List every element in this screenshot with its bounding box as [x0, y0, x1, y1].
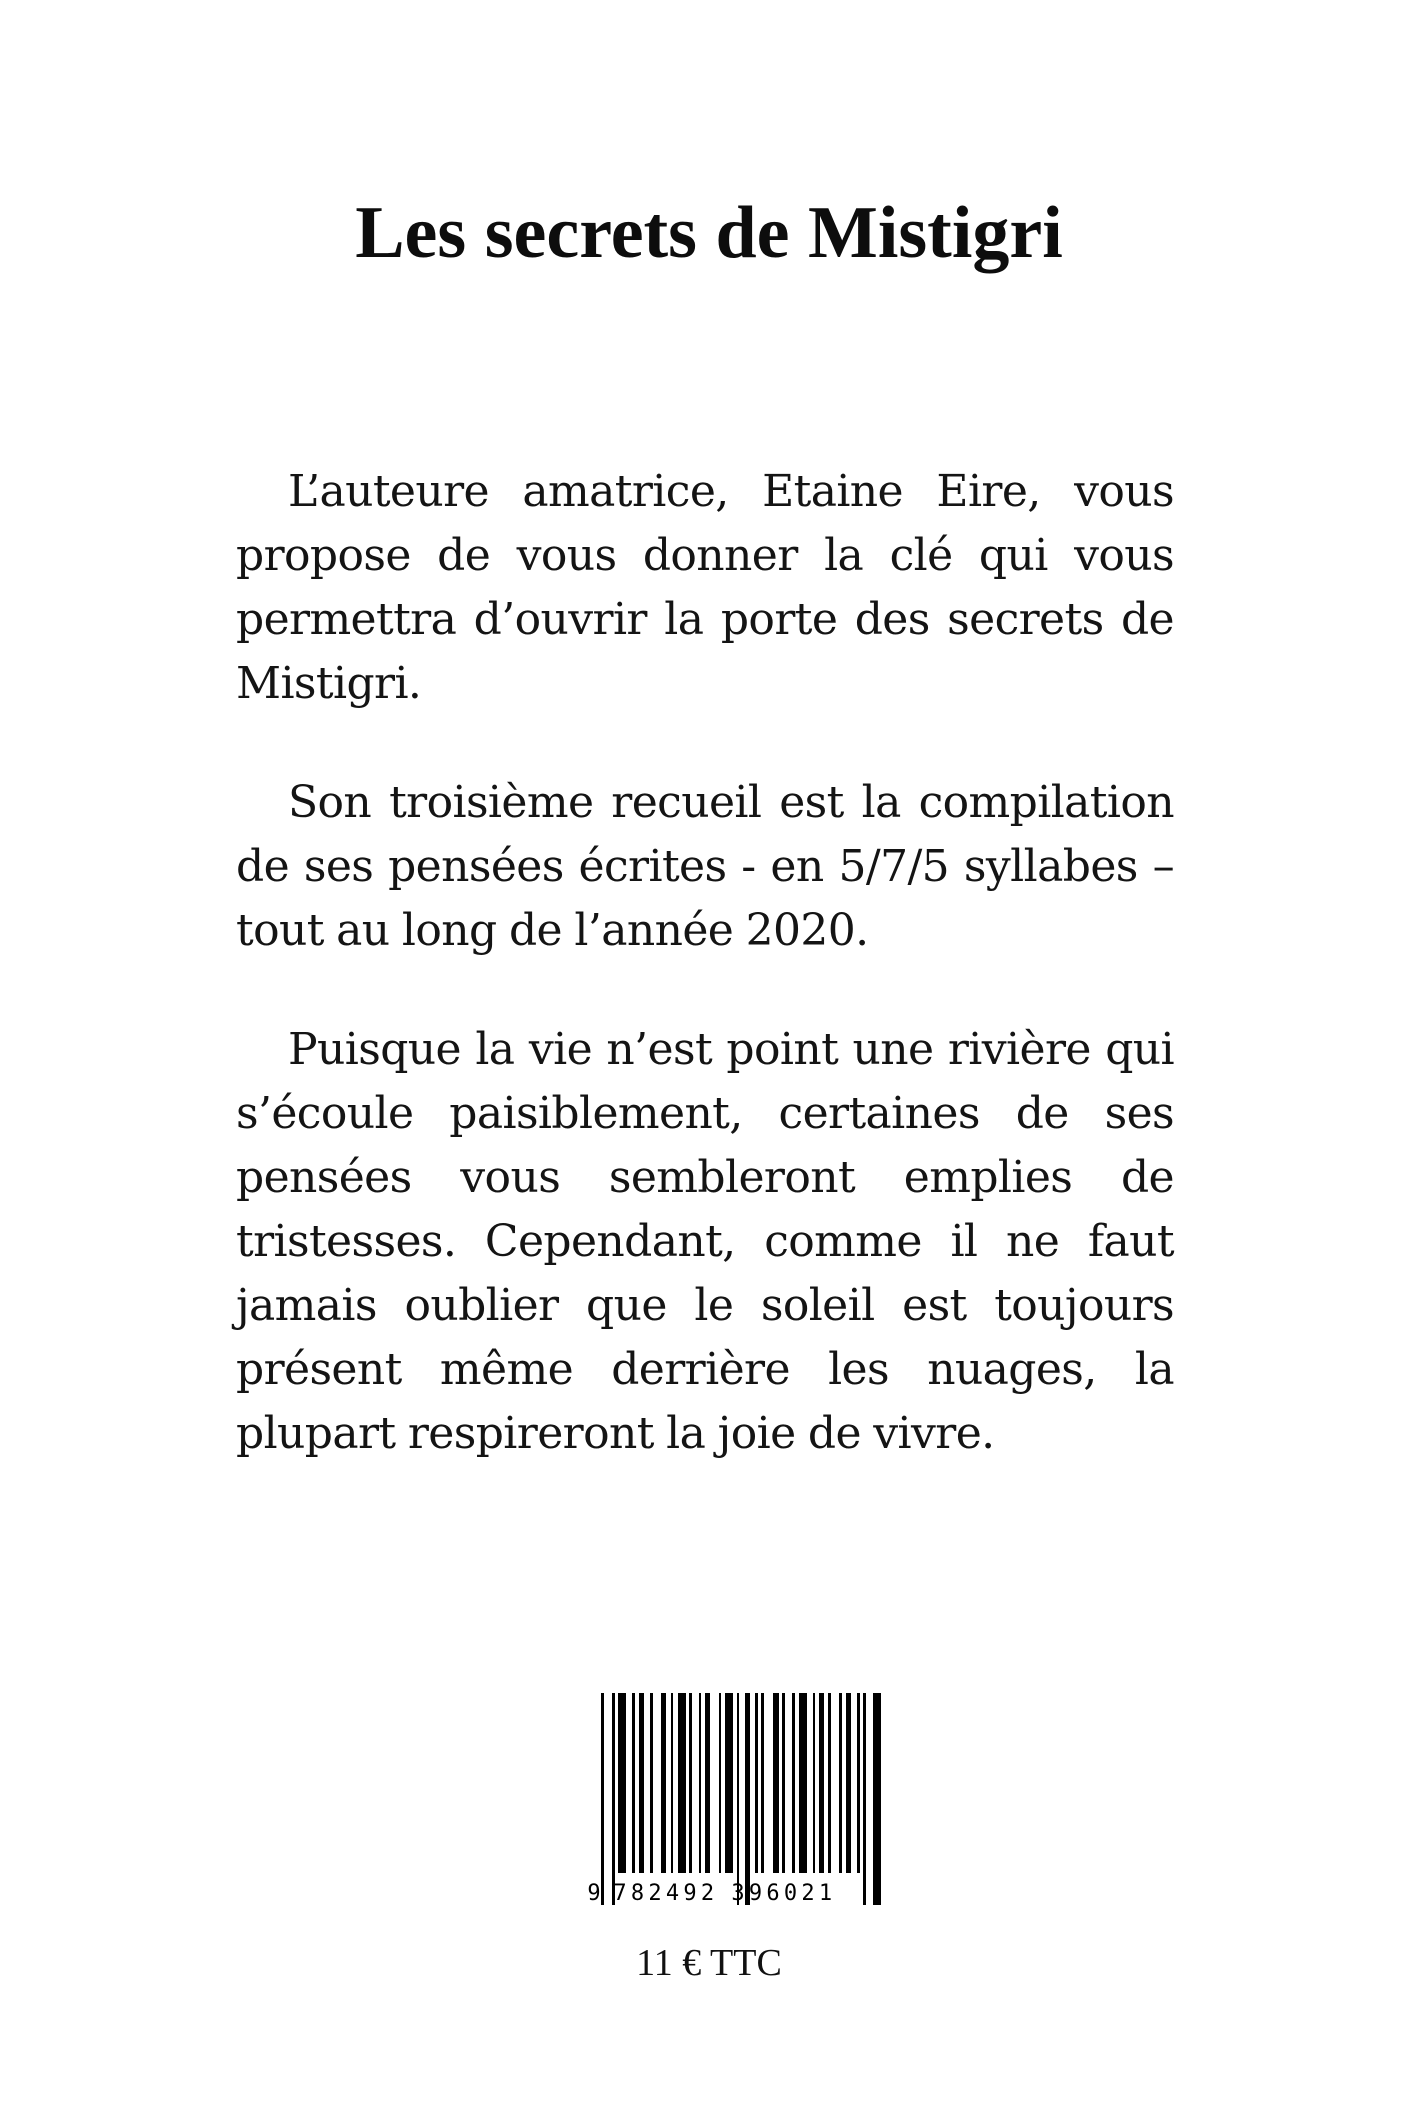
barcode-digit: 1 [818, 1881, 833, 1906]
barcode-bar [813, 1693, 816, 1873]
barcode-digit: 3 [731, 1881, 745, 1906]
barcode-bar [737, 1693, 740, 1905]
barcode-bar [639, 1693, 644, 1873]
barcode-bar [761, 1693, 764, 1873]
barcode-bar [661, 1693, 666, 1873]
barcode-bar [863, 1693, 866, 1905]
barcode-bar [618, 1693, 626, 1873]
barcode-digit: 9 [748, 1881, 763, 1906]
price-label: 11 € TTC [636, 1942, 782, 1984]
barcode-bar [828, 1693, 831, 1873]
barcode-bar [601, 1693, 604, 1905]
back-cover-blurb [236, 460, 1174, 1521]
barcode-bar [705, 1693, 710, 1873]
barcode-bar [745, 1693, 750, 1905]
barcode-bar [650, 1693, 653, 1873]
barcode-bar [819, 1693, 824, 1873]
barcode-bar [689, 1693, 692, 1873]
book-title: Les secrets de Mistigri [355, 192, 1063, 274]
barcode-bar [678, 1693, 686, 1873]
barcode-digit: 2 [648, 1881, 662, 1906]
blurb-paragraph-2: Son troisième recueil est la compilation de ses pensées écrites - en 5/7/5 syllabes – tout au long de l’année 2020. [236, 777, 1174, 956]
barcode-bar [782, 1693, 785, 1873]
barcode-digit: 2 [700, 1881, 715, 1906]
barcode-digit: 0 [783, 1881, 798, 1906]
barcode-bar [839, 1693, 842, 1873]
barcode-bar [755, 1693, 758, 1873]
isbn-barcode [583, 1693, 853, 1913]
barcode-digit: 6 [766, 1881, 780, 1906]
barcode-bar [671, 1693, 674, 1873]
barcode-digit: 7 [613, 1881, 627, 1906]
barcode-bar [799, 1693, 807, 1873]
barcode-bar [699, 1693, 702, 1873]
barcode-digit: 4 [665, 1881, 680, 1906]
blurb-paragraph-3: Puisque la vie n’est point une rivière qui s’écoule paisiblement, certaines de ses pensées vous sembleront emplies de tristesses. Cependant, comme il ne faut jamais oublier que le soleil est toujours présent même derrière les nuages, la plupart respireront la joie de vivre. [236, 1024, 1174, 1459]
barcode-bar [612, 1693, 615, 1905]
barcode-digits [583, 1876, 853, 1912]
barcode-digit: 2 [801, 1881, 815, 1906]
barcode-bar [857, 1693, 860, 1873]
barcode-bar [773, 1693, 778, 1873]
barcode-digit: 8 [630, 1881, 645, 1906]
barcode-bar [719, 1693, 722, 1873]
barcode-bar [846, 1693, 851, 1873]
barcode-bar [632, 1693, 635, 1873]
barcode-bar [725, 1693, 733, 1873]
blurb-paragraph-1: L’auteure amatrice, Etaine Eire, vous propose de vous donner la clé qui vous permettra d’ouvrir la porte des secrets de Mistigri. [236, 466, 1174, 709]
barcode-digit: 9 [683, 1881, 697, 1906]
barcode-bar [792, 1693, 795, 1873]
barcode-bar [873, 1693, 881, 1905]
barcode-lead-digit: 9 [587, 1881, 601, 1906]
